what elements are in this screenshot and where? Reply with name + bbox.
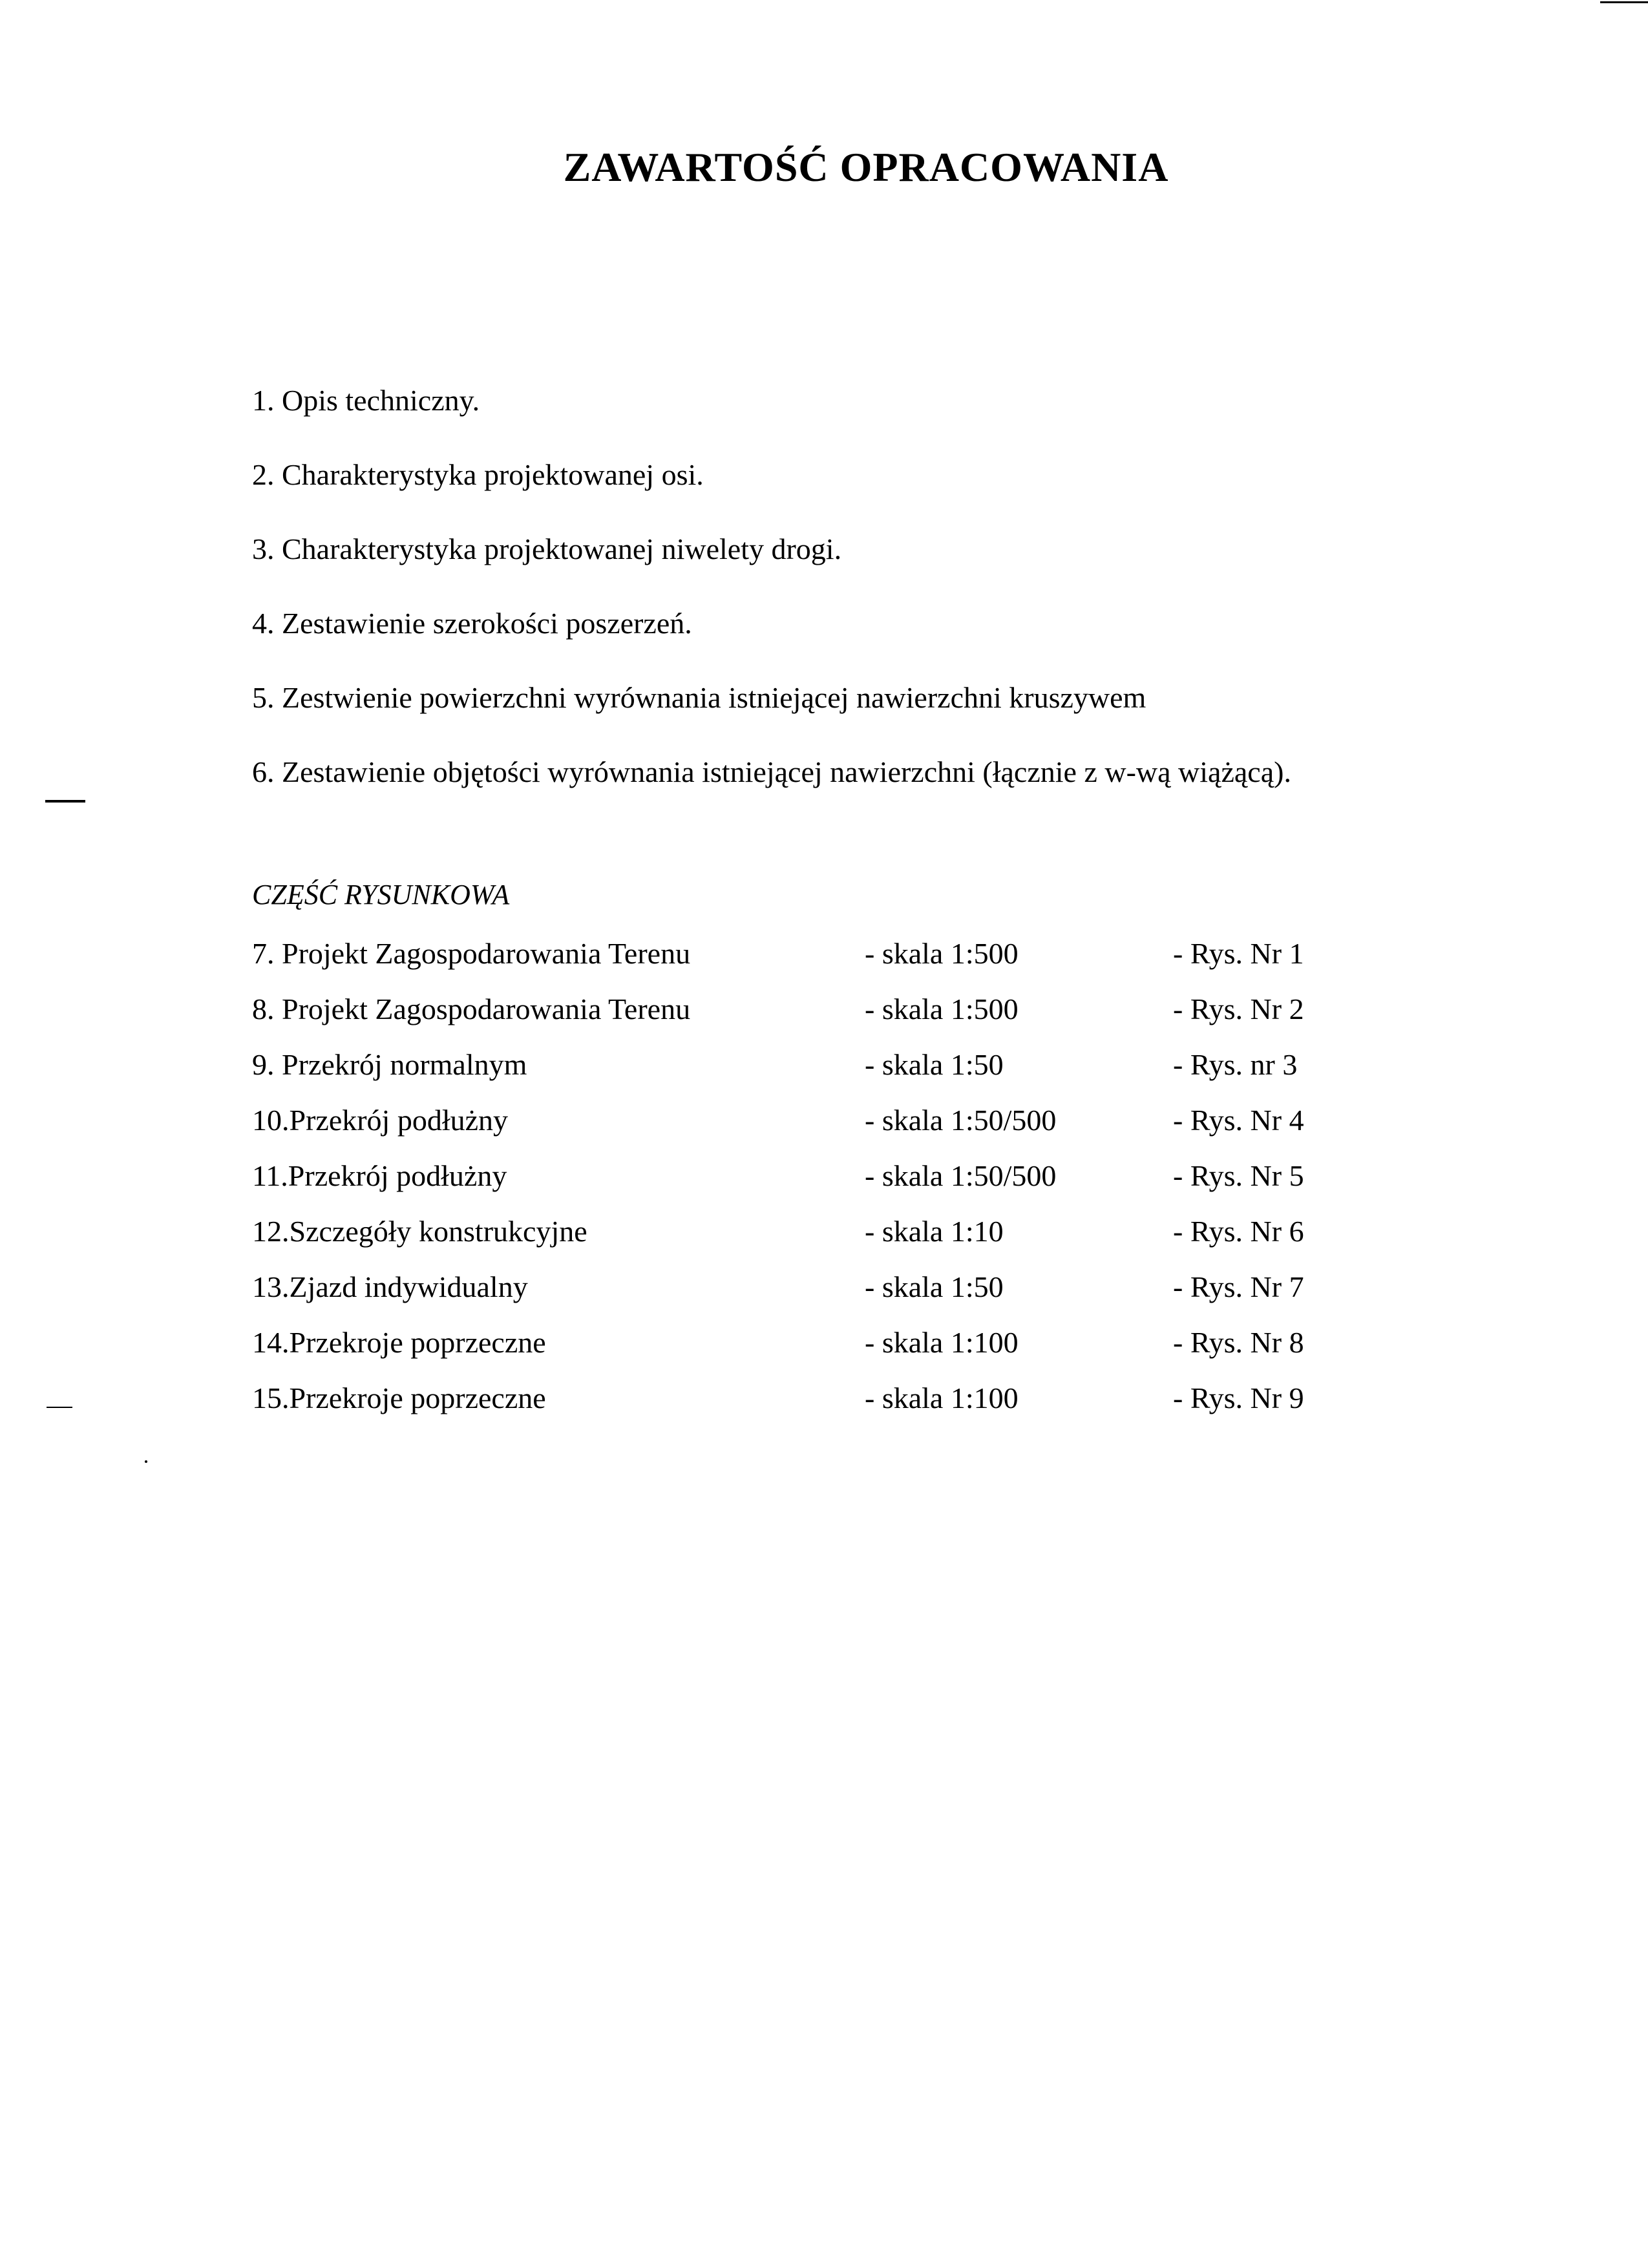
drawing-scale: - skala 1:500 <box>865 937 1019 970</box>
drawing-scale: - skala 1:10 <box>865 1215 1004 1248</box>
drawing-title: 8. Projekt Zagospodarowania Terenu <box>252 992 691 1025</box>
page-title: ZAWARTOŚĆ OPRACOWANIA <box>563 144 1169 190</box>
drawing-scale: - skala 1:500 <box>865 992 1019 1025</box>
drawing-scale: - skala 1:50 <box>865 1270 1004 1303</box>
list-item: 4. Zestawienie szerokości poszerzeń. <box>252 607 692 640</box>
drawing-row <box>0 1383 1648 1422</box>
drawing-number: - Rys. Nr 4 <box>1173 1104 1304 1137</box>
scan-mark <box>45 800 85 803</box>
drawing-number: - Rys. Nr 8 <box>1173 1326 1304 1359</box>
drawing-title: 13.Zjazd indywidualny <box>252 1270 528 1303</box>
list-item: 3. Charakterystyka projektowanej niwelety drogi. <box>252 532 842 565</box>
drawing-number: - Rys. Nr 2 <box>1173 992 1304 1025</box>
drawing-row <box>0 1050 1648 1089</box>
drawing-number: - Rys. Nr 7 <box>1173 1270 1304 1303</box>
drawing-title: 10.Przekrój podłużny <box>252 1104 509 1137</box>
drawing-scale: - skala 1:50/500 <box>865 1159 1057 1192</box>
drawing-row <box>0 1272 1648 1311</box>
scan-mark <box>1600 1 1648 3</box>
scan-mark <box>145 1460 147 1463</box>
list-item: 1. Opis techniczny. <box>252 384 480 417</box>
drawing-number: - Rys. Nr 5 <box>1173 1159 1304 1192</box>
list-item: 5. Zestwienie powierzchni wyrównania istniejącej nawierzchni kruszywem <box>252 681 1146 714</box>
drawing-title: 7. Projekt Zagospodarowania Terenu <box>252 937 691 970</box>
drawings-section-heading: CZĘŚĆ RYSUNKOWA <box>252 879 510 910</box>
drawing-number: - Rys. nr 3 <box>1173 1048 1298 1081</box>
drawing-scale: - skala 1:50/500 <box>865 1104 1057 1137</box>
drawing-title: 11.Przekrój podłużny <box>252 1159 507 1192</box>
drawing-title: 12.Szczegóły konstrukcyjne <box>252 1215 587 1248</box>
drawing-title: 15.Przekroje poprzeczne <box>252 1381 546 1414</box>
drawing-scale: - skala 1:50 <box>865 1048 1004 1081</box>
drawing-row <box>0 1106 1648 1144</box>
drawing-row <box>0 1328 1648 1367</box>
drawing-number: - Rys. Nr 6 <box>1173 1215 1304 1248</box>
drawing-title: 9. Przekrój normalnym <box>252 1048 527 1081</box>
drawing-scale: - skala 1:100 <box>865 1326 1019 1359</box>
list-item: 2. Charakterystyka projektowanej osi. <box>252 458 704 491</box>
drawing-row <box>0 994 1648 1033</box>
drawing-row <box>0 1217 1648 1255</box>
drawing-row <box>0 939 1648 978</box>
drawing-number: - Rys. Nr 9 <box>1173 1381 1304 1414</box>
drawing-title: 14.Przekroje poprzeczne <box>252 1326 546 1359</box>
drawing-number: - Rys. Nr 1 <box>1173 937 1304 970</box>
list-item: 6. Zestawienie objętości wyrównania istniejącej nawierzchni (łącznie z w-wą wiążącą). <box>252 755 1291 788</box>
drawing-row <box>0 1161 1648 1200</box>
drawing-scale: - skala 1:100 <box>865 1381 1019 1414</box>
